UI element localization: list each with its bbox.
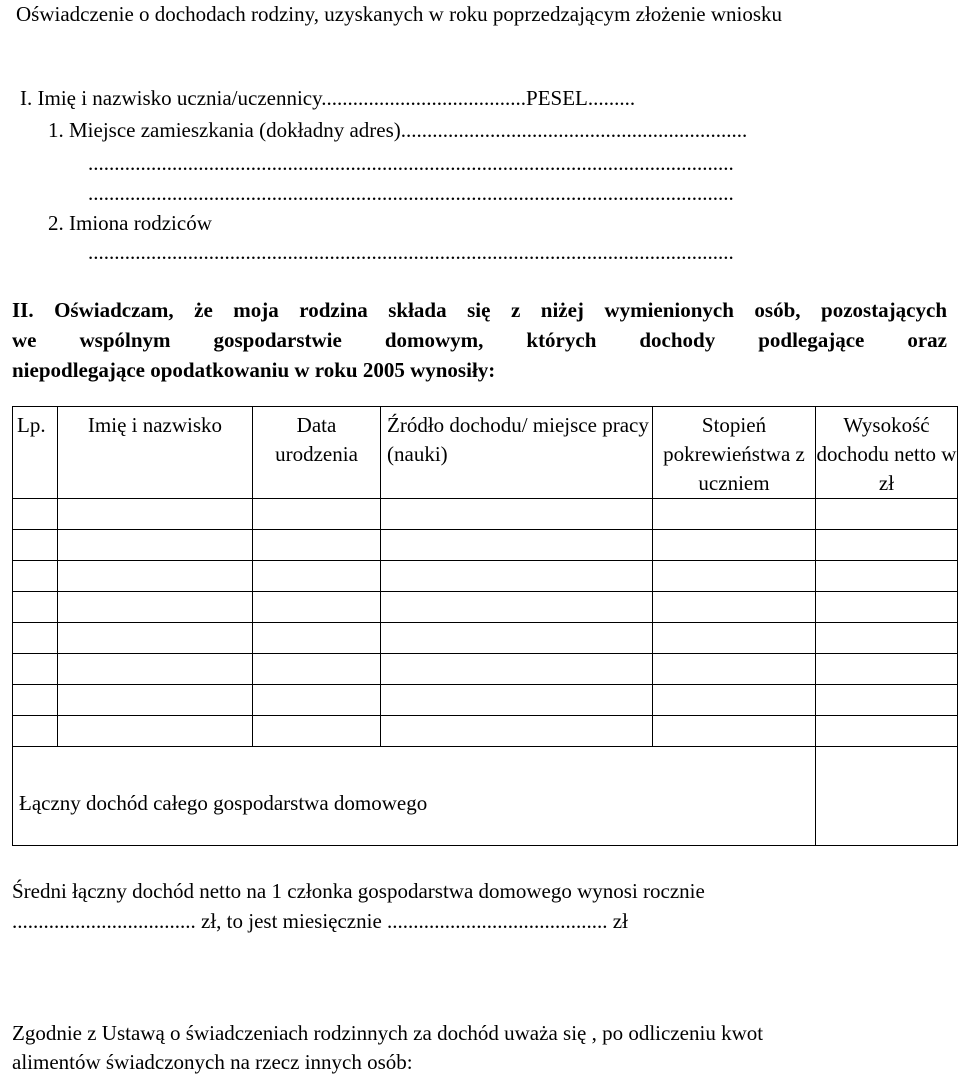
cell[interactable] bbox=[653, 561, 816, 592]
header-relationship: Stopień pokrewieństwa z uczniem bbox=[653, 407, 816, 499]
cell[interactable] bbox=[13, 623, 58, 654]
header-birth-date: Data urodzenia bbox=[253, 407, 381, 499]
cell[interactable] bbox=[816, 685, 958, 716]
cell[interactable] bbox=[58, 592, 253, 623]
cell[interactable] bbox=[253, 561, 381, 592]
cell[interactable] bbox=[381, 592, 653, 623]
cell[interactable] bbox=[653, 623, 816, 654]
declaration-line-1: II. Oświadczam, że moja rodzina składa się z niżej wymienionych osób, pozostających bbox=[12, 298, 947, 322]
address-line: 1. Miejsce zamieszkania (dokładny adres).................................................................. bbox=[48, 118, 748, 142]
cell[interactable] bbox=[381, 530, 653, 561]
cell[interactable] bbox=[653, 685, 816, 716]
cell[interactable] bbox=[253, 592, 381, 623]
cell[interactable] bbox=[653, 530, 816, 561]
cell[interactable] bbox=[58, 561, 253, 592]
table-row bbox=[13, 685, 958, 716]
cell[interactable] bbox=[381, 685, 653, 716]
cell[interactable] bbox=[58, 716, 253, 747]
header-income-source: Źródło dochodu/ miejsce pracy (nauki) bbox=[381, 407, 653, 499]
address-dots-line-1: ........................................................................................................................... bbox=[88, 151, 734, 175]
income-table bbox=[12, 406, 958, 846]
header-name: Imię i nazwisko bbox=[58, 407, 253, 499]
cell[interactable] bbox=[58, 654, 253, 685]
cell[interactable] bbox=[253, 716, 381, 747]
cell[interactable] bbox=[253, 654, 381, 685]
student-name-pesel-line: I. Imię i nazwisko ucznia/uczennicy.......................................PESEL......... bbox=[20, 86, 636, 110]
declaration-line-3: niepodlegające opodatkowaniu w roku 2005 wynosiły: bbox=[12, 358, 496, 382]
cell[interactable] bbox=[816, 592, 958, 623]
cell[interactable] bbox=[13, 716, 58, 747]
cell[interactable] bbox=[13, 499, 58, 530]
table-row bbox=[13, 623, 958, 654]
cell[interactable] bbox=[653, 716, 816, 747]
declaration-line-2: we wspólnym gospodarstwie domowym, których dochody podlegające oraz bbox=[12, 328, 947, 352]
table-row bbox=[13, 654, 958, 685]
table-row bbox=[13, 499, 958, 530]
total-row bbox=[13, 747, 958, 846]
cell[interactable] bbox=[253, 623, 381, 654]
cell[interactable] bbox=[381, 499, 653, 530]
cell[interactable] bbox=[816, 561, 958, 592]
cell[interactable] bbox=[381, 716, 653, 747]
average-income-line-2: ................................... zł, to jest miesięcznie .......................................... zł bbox=[12, 909, 628, 933]
cell[interactable] bbox=[58, 530, 253, 561]
cell[interactable] bbox=[13, 530, 58, 561]
header-lp: Lp. bbox=[13, 407, 58, 499]
address-dots-line-2: ........................................................................................................................... bbox=[88, 181, 734, 205]
cell[interactable] bbox=[58, 499, 253, 530]
cell[interactable] bbox=[816, 654, 958, 685]
cell[interactable] bbox=[253, 499, 381, 530]
table-row bbox=[13, 530, 958, 561]
table-header-row bbox=[13, 407, 958, 499]
cell[interactable] bbox=[13, 654, 58, 685]
cell[interactable] bbox=[13, 685, 58, 716]
cell[interactable] bbox=[58, 685, 253, 716]
average-income-line-1: Średni łączny dochód netto na 1 członka gospodarstwa domowego wynosi rocznie bbox=[12, 879, 705, 903]
parents-names-line: 2. Imiona rodziców bbox=[48, 211, 212, 235]
cell[interactable] bbox=[816, 499, 958, 530]
cell[interactable] bbox=[381, 561, 653, 592]
table-row bbox=[13, 561, 958, 592]
cell[interactable] bbox=[253, 530, 381, 561]
cell[interactable] bbox=[253, 685, 381, 716]
parents-dots-line: ........................................................................................................................... bbox=[88, 240, 734, 264]
footer-line-2: alimentów świadczonych na rzecz innych osób: bbox=[12, 1050, 413, 1074]
cell[interactable] bbox=[13, 561, 58, 592]
cell[interactable] bbox=[381, 654, 653, 685]
cell[interactable] bbox=[13, 592, 58, 623]
cell[interactable] bbox=[58, 623, 253, 654]
cell[interactable] bbox=[816, 623, 958, 654]
cell[interactable] bbox=[653, 654, 816, 685]
header-net-income: Wysokość dochodu netto w zł bbox=[816, 407, 958, 499]
table-row bbox=[13, 592, 958, 623]
form-title: Oświadczenie o dochodach rodziny, uzyskanych w roku poprzedzającym złożenie wniosku bbox=[16, 2, 783, 26]
cell[interactable] bbox=[816, 530, 958, 561]
cell[interactable] bbox=[816, 716, 958, 747]
table-row bbox=[13, 716, 958, 747]
declaration-paragraph bbox=[12, 295, 947, 385]
total-income-cell[interactable] bbox=[816, 747, 958, 846]
total-income-label: Łączny dochód całego gospodarstwa domowego bbox=[13, 747, 816, 846]
cell[interactable] bbox=[653, 499, 816, 530]
cell[interactable] bbox=[381, 623, 653, 654]
cell[interactable] bbox=[653, 592, 816, 623]
footer-line-1: Zgodnie z Ustawą o świadczeniach rodzinnych za dochód uważa się , po odliczeniu kwot bbox=[12, 1021, 764, 1045]
